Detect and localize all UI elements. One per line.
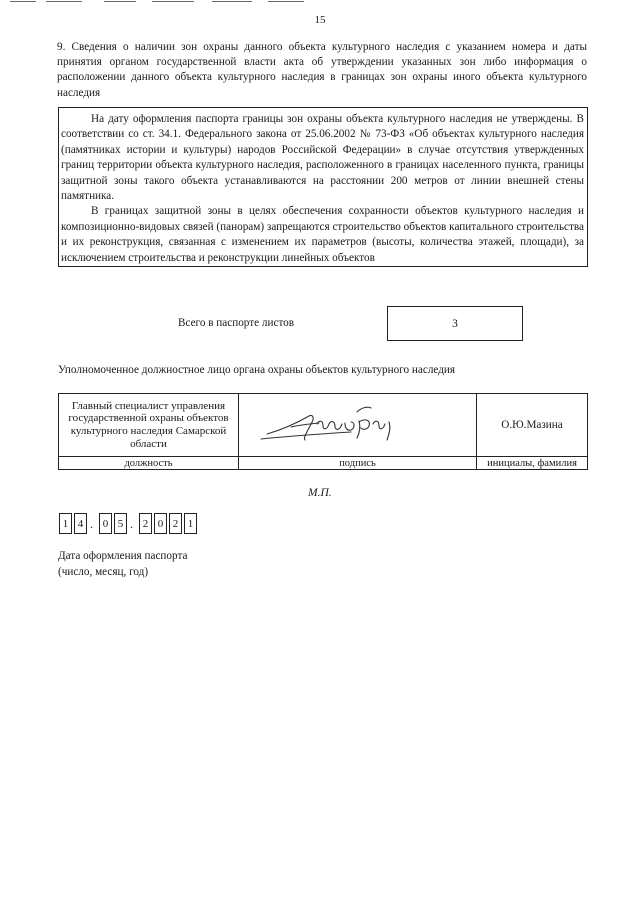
official-title: Уполномоченное должностное лицо органа охраны объектов культурного наследия <box>58 364 456 376</box>
sheets-count-label: Всего в паспорте листов <box>178 317 295 329</box>
page-number: 15 <box>314 14 326 26</box>
official-position: Главный специалист управления государственной охраны объектов культурного наследия Самарской области <box>59 394 239 456</box>
date-year-digit-2: 0 <box>154 513 167 534</box>
sheets-count-box <box>387 306 523 341</box>
date-caption-line-1: Дата оформления паспорта <box>58 550 188 562</box>
date-year-digit-4: 1 <box>184 513 197 534</box>
date-caption-line-2: (число, месяц, год) <box>58 566 149 578</box>
sheets-count-value: 3 <box>452 317 458 330</box>
date-year-digit-1: 2 <box>139 513 152 534</box>
notice-paragraph-1: На дату оформления паспорта границы зон охраны объекта культурного наследия не утверждены. В соответствии со ст. 34.1. Федерального закона от 25.06.2002 № 73-ФЗ «Об объектах культурного наследия (памятниках истории и культуры) народов Российской Федерации» в случае отсутствия утвержденных границ территории объекта культурного наследия, расположенного в границах населенного пункта, границы защитной зоны такого объекта устанавливаются на расстоянии 200 метров от линии внешней стены памятника. <box>61 113 584 203</box>
date-month-digit-2: 5 <box>114 513 127 534</box>
official-name: О.Ю.Мазина <box>501 419 563 431</box>
seal-label: М.П. <box>308 487 332 499</box>
date-month-digit-1: 0 <box>99 513 112 534</box>
date-year-digit-3: 2 <box>169 513 182 534</box>
header-rules <box>0 0 640 6</box>
signature-caption: подпись <box>239 457 477 470</box>
date-day-digit-1: 1 <box>59 513 72 534</box>
signature-table <box>58 393 588 470</box>
date-separator: . <box>90 517 93 531</box>
date-day-digit-2: 4 <box>74 513 87 534</box>
issue-date-caption <box>58 548 187 580</box>
protection-zone-notice <box>58 107 588 267</box>
position-caption: должность <box>59 457 239 470</box>
caption-row <box>59 456 587 470</box>
section-heading: 9. Сведения о наличии зон охраны данного объекта культурного наследия с указанием номера и даты принятия органом государственной власти акта об утверждении указанных зон либо информация о расположении данного объекта культурного наследия в границах зон охраны иного объекта культурного наследия <box>57 41 587 99</box>
name-caption: инициалы, фамилия <box>487 458 577 469</box>
signature-cell <box>239 394 477 456</box>
handwritten-signature <box>239 394 477 456</box>
notice-paragraph-2: В границах защитной зоны в целях обеспечения сохранности объектов культурного наследия и композиционно-видовых связей (панорам) запрещаются строительство объектов капитального строительства и их реконструкция, связанная с изменением их параметров (высоты, количества этажей, площади), за исключением строительства и реконструкции линейных объектов <box>61 205 584 264</box>
date-separator: . <box>130 517 133 531</box>
